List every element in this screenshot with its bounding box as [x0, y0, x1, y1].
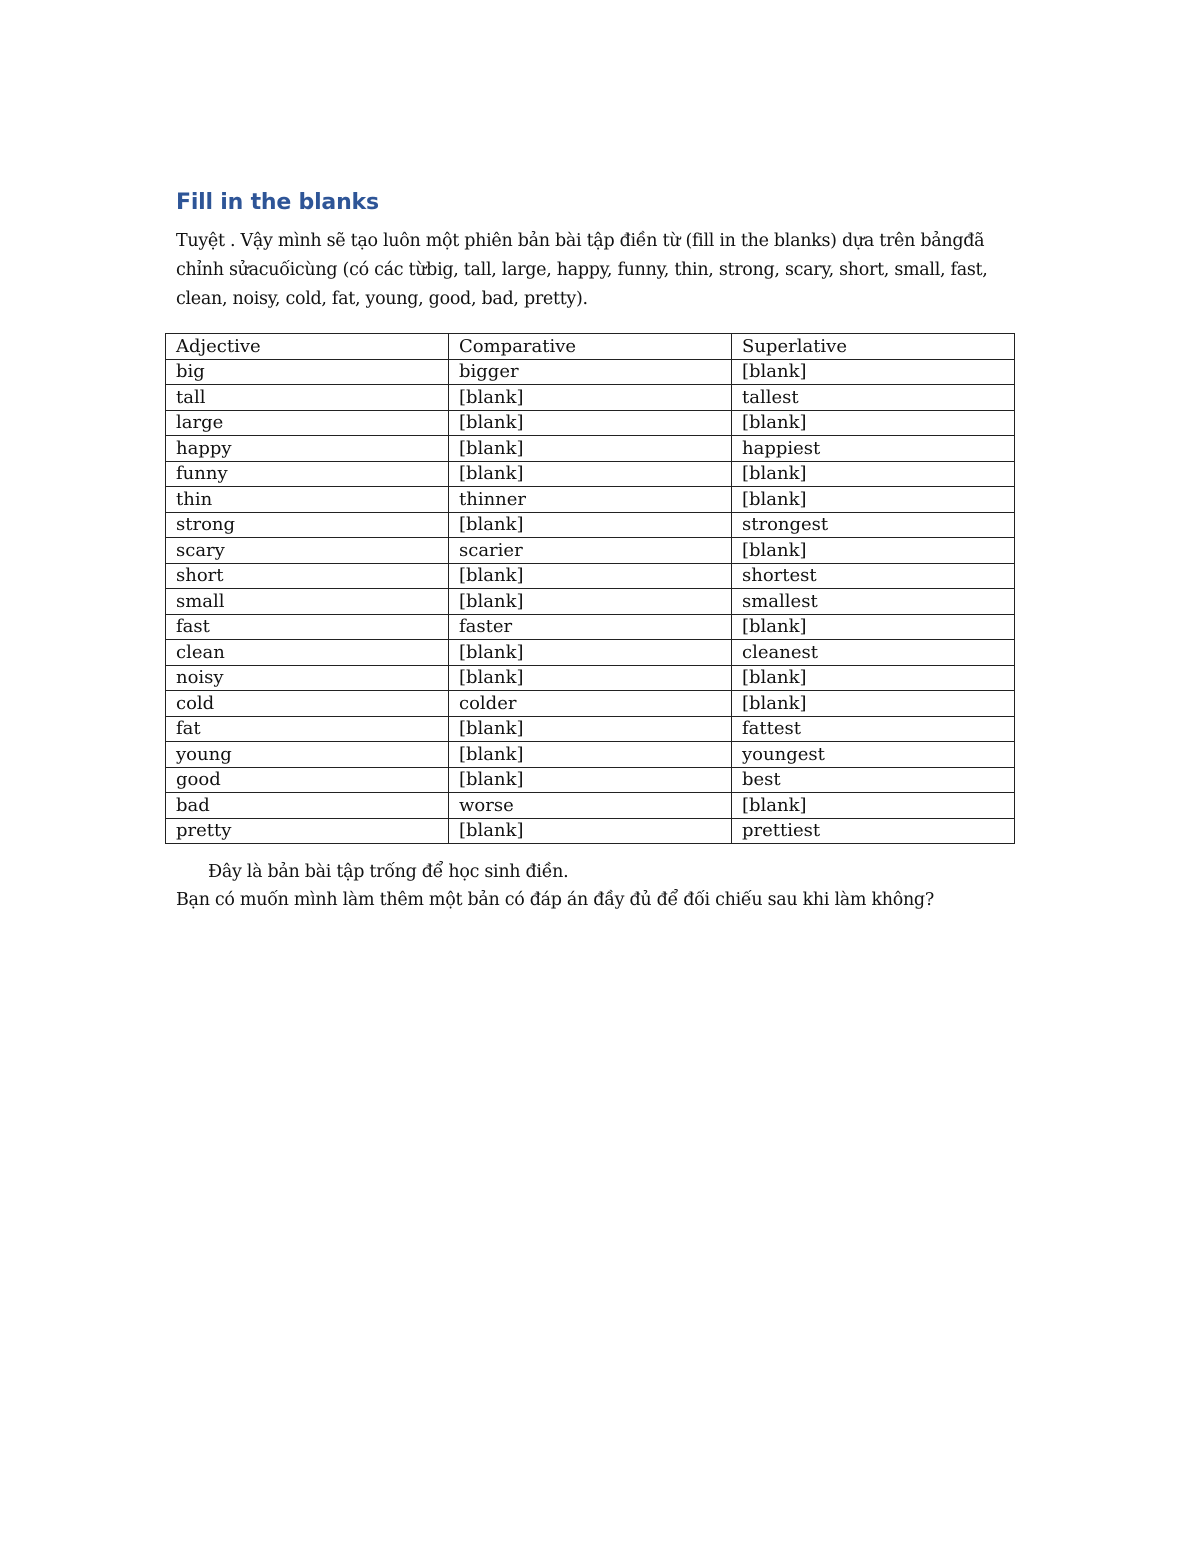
superlative-cell: tallest — [732, 385, 1015, 411]
table-row — [166, 691, 1015, 717]
comparative-cell: worse — [449, 793, 732, 819]
adjective-cell: bad — [166, 793, 449, 819]
table-row — [166, 665, 1015, 691]
adjective-cell: pretty — [166, 818, 449, 844]
comparative-cell: [blank] — [449, 767, 732, 793]
adjective-cell: fast — [166, 614, 449, 640]
superlative-cell: [blank] — [732, 359, 1015, 385]
note-text: Đây là bản bài tập trống để học sinh điền. — [208, 862, 569, 882]
superlative-cell: [blank] — [732, 665, 1015, 691]
adjective-cell: happy — [166, 436, 449, 462]
table-row — [166, 538, 1015, 564]
adjective-cell: big — [166, 359, 449, 385]
header-superlative: Superlative — [732, 334, 1015, 360]
superlative-cell: [blank] — [732, 538, 1015, 564]
adjective-cell: funny — [166, 461, 449, 487]
table-row — [166, 767, 1015, 793]
comparative-cell: scarier — [449, 538, 732, 564]
page-title: Fill in the blanks — [176, 190, 379, 215]
superlative-cell: [blank] — [732, 691, 1015, 717]
table-row — [166, 512, 1015, 538]
adjective-table — [165, 333, 1015, 844]
comparative-cell: [blank] — [449, 640, 732, 666]
comparative-cell: [blank] — [449, 589, 732, 615]
table-row — [166, 614, 1015, 640]
comparative-cell: [blank] — [449, 512, 732, 538]
table-row — [166, 410, 1015, 436]
comparative-cell: [blank] — [449, 410, 732, 436]
table-row — [166, 716, 1015, 742]
comparative-cell: [blank] — [449, 385, 732, 411]
adjective-cell: good — [166, 767, 449, 793]
table-row — [166, 461, 1015, 487]
superlative-cell: best — [732, 767, 1015, 793]
comparative-cell: [blank] — [449, 563, 732, 589]
comparative-cell: [blank] — [449, 436, 732, 462]
comparative-cell: bigger — [449, 359, 732, 385]
superlative-cell: [blank] — [732, 793, 1015, 819]
adjective-cell: young — [166, 742, 449, 768]
table-row — [166, 793, 1015, 819]
adjective-cell: small — [166, 589, 449, 615]
adjective-cell: strong — [166, 512, 449, 538]
comparative-cell: [blank] — [449, 716, 732, 742]
table-body — [166, 359, 1015, 844]
table-row — [166, 742, 1015, 768]
table-row — [166, 385, 1015, 411]
superlative-cell: youngest — [732, 742, 1015, 768]
intro-paragraph: Tuyệt . Vậy mình sẽ tạo luôn một phiên bản bài tập điền từ (fill in the blanks) dựa trên bảngđã chỉnh sửacuốicùng (có các từbig, tall, large, happy, funny, thin, strong, scary, short, small, fast, clean, noisy, cold, fat, young, good, bad, pretty). — [176, 231, 988, 309]
comparative-cell: [blank] — [449, 818, 732, 844]
superlative-cell: smallest — [732, 589, 1015, 615]
table-row — [166, 589, 1015, 615]
adjective-cell: thin — [166, 487, 449, 513]
superlative-cell: [blank] — [732, 461, 1015, 487]
header-comparative: Comparative — [449, 334, 732, 360]
table-row — [166, 436, 1015, 462]
table-row — [166, 563, 1015, 589]
comparative-cell: [blank] — [449, 665, 732, 691]
adjective-cell: large — [166, 410, 449, 436]
superlative-cell: shortest — [732, 563, 1015, 589]
comparative-cell: [blank] — [449, 742, 732, 768]
superlative-cell: [blank] — [732, 614, 1015, 640]
comparative-cell: [blank] — [449, 461, 732, 487]
adjective-cell: tall — [166, 385, 449, 411]
superlative-cell: prettiest — [732, 818, 1015, 844]
table-row — [166, 359, 1015, 385]
question-text: Bạn có muốn mình làm thêm một bản có đáp án đầy đủ để đối chiếu sau khi làm không? — [176, 890, 934, 910]
adjective-cell: short — [166, 563, 449, 589]
comparative-cell: colder — [449, 691, 732, 717]
superlative-cell: [blank] — [732, 487, 1015, 513]
table-header-row — [166, 334, 1015, 360]
adjective-cell: clean — [166, 640, 449, 666]
header-adjective: Adjective — [166, 334, 449, 360]
superlative-cell: cleanest — [732, 640, 1015, 666]
adjective-cell: noisy — [166, 665, 449, 691]
superlative-cell: [blank] — [732, 410, 1015, 436]
superlative-cell: happiest — [732, 436, 1015, 462]
superlative-cell: strongest — [732, 512, 1015, 538]
table-row — [166, 640, 1015, 666]
table-row — [166, 818, 1015, 844]
adjective-cell: fat — [166, 716, 449, 742]
superlative-cell: fattest — [732, 716, 1015, 742]
adjective-cell: cold — [166, 691, 449, 717]
table-row — [166, 487, 1015, 513]
adjective-cell: scary — [166, 538, 449, 564]
comparative-cell: faster — [449, 614, 732, 640]
comparative-cell: thinner — [449, 487, 732, 513]
